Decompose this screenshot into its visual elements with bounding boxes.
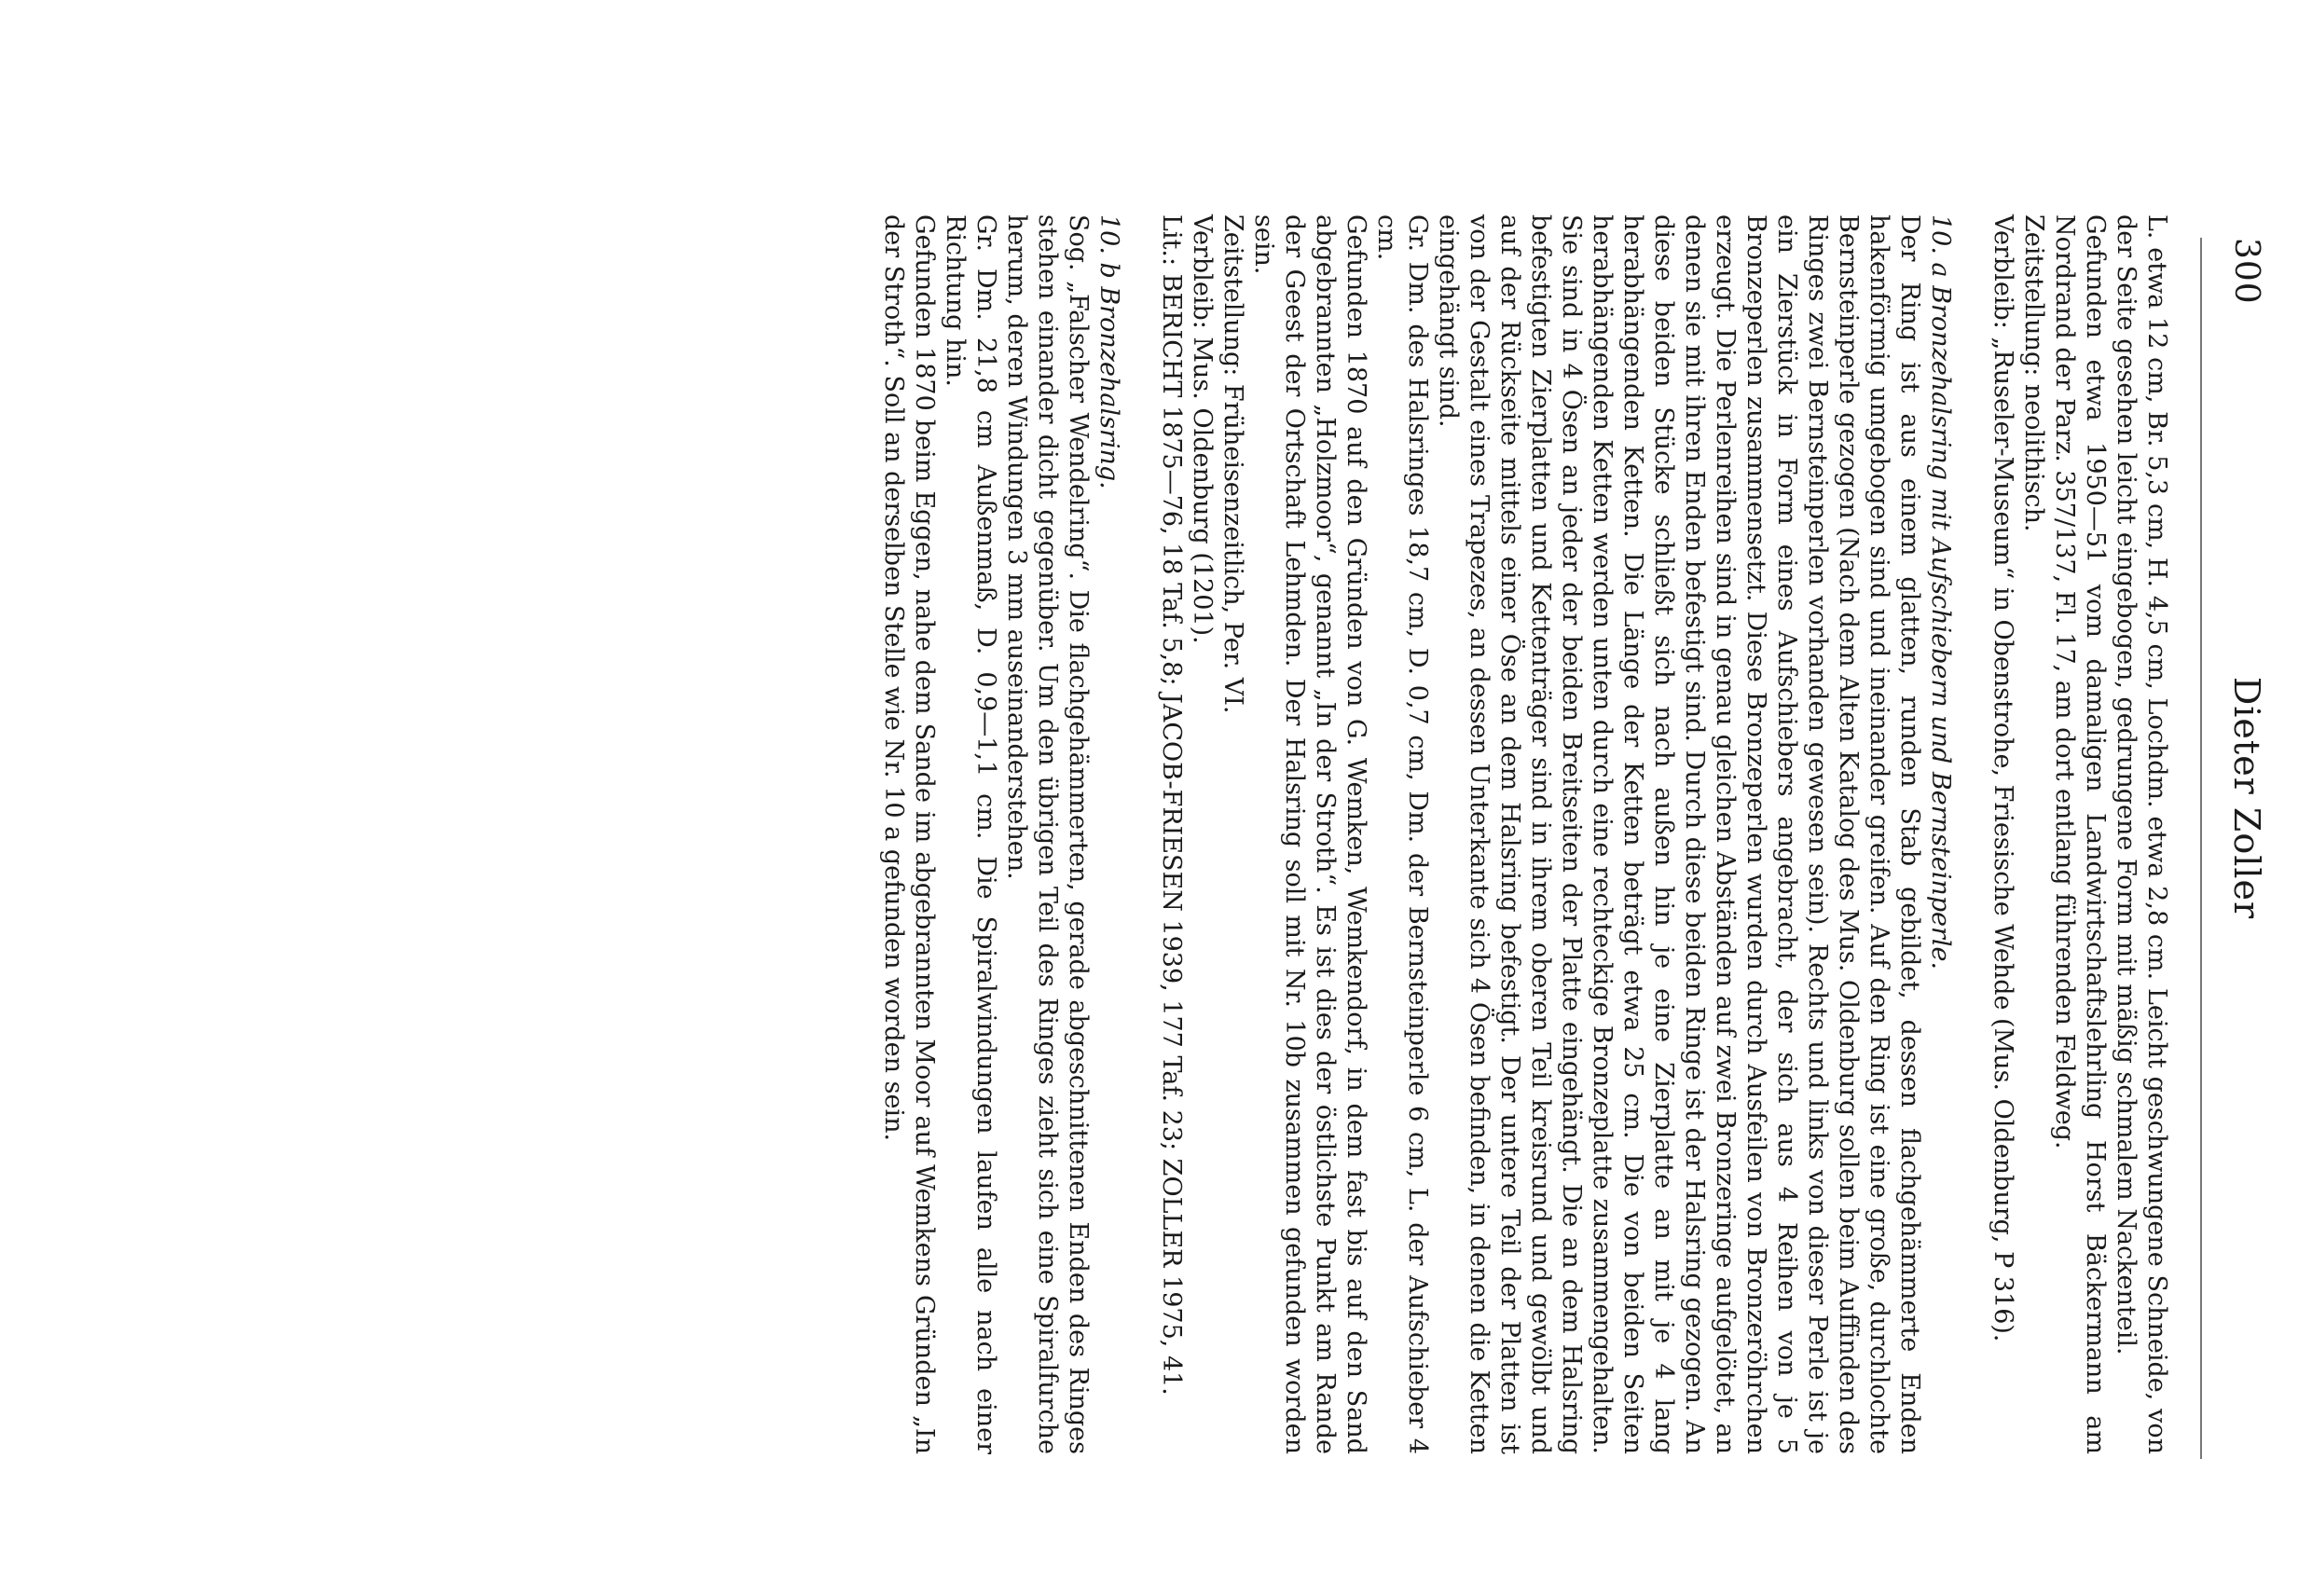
entry-10b [878,214,1124,1454]
paragraph-location: Verbleib: „Ruseler-Museum“ in Obenstrohe, Friesische Wehde (Mus. Oldenburg, P 316). [1989,214,2017,1342]
paragraph-find: Gefunden etwa 1950—51 vom damaligen Landwirtschaftslehrling Horst Bäckermann am Nordrand der Parz. 357/137, Fl. 17, am dort entlang führenden Feldweg. [2050,214,2110,1454]
page-number: 300 [2227,238,2265,305]
body-text [878,214,2172,1454]
entry-heading-10a: 10. a Bronzehalsring mit Aufschiebern und Bernsteinperle. [1926,214,1955,970]
entry-heading-10b: 10. b Bronzehalsring. [1094,214,1123,489]
entry-axe-continuation [1988,214,2172,1454]
paragraph-description: Sog. „Falscher Wendelring“. Die flachgehämmerten, gerade abgeschnittenen Enden des Ringes stehen einander dicht gegenüber. Um den übrigen Teil des Ringes zieht sich eine Spiralfurche herum, deren Windungen 3 mm auseinanderstehen. [1002,214,1093,1454]
paragraph-dating: Zeitstellung: Früheisenzeitlich, Per. VI. [1218,214,1247,714]
paragraph-dimensions: Gr. Dm. des Halsringes 18,7 cm, D. 0,7 cm, Dm. der Bernsteinperle 6 cm, L. der Aufschieber 4 cm. [1372,214,1432,1454]
paragraph-location: Verbleib: Mus. Oldenburg (1201). [1188,214,1217,644]
page-header [2163,0,2312,1596]
paragraph-find: Gefunden 1870 auf den Gründen von G. Wemken, Wemkendorf, in dem fast bis auf den Sand abgebrannten „Holzmoor“, genannt „In der Stroth“. Es ist dies der östlichste Punkt am Rande der Geest der Ortschaft Lehmden. Der Halsring soll mit Nr. 10b zusammen gefunden worden sein. [1249,214,1370,1454]
paragraph-literature: Lit.: BERICHT 1875—76, 18 Taf. 5,8; JACOB-FRIESEN 1939, 177 Taf. 23; ZOLLER 1975, 41. [1157,214,1186,1396]
paragraph-dimensions: Gr. Dm. 21,8 cm Außenmaß, D. 0,9—1,1 cm. Die Spiralwindungen laufen alle nach einer Richtung hin. [941,214,1000,1454]
entry-10a [1156,214,1956,1454]
paragraph-description: Der Ring ist aus einem glatten, runden Stab gebildet, dessen flachgehämmerte Enden hakenförmig umgebogen sind und ineinander greifen. Auf den Ring ist eine große, durchlochte Bernsteinperle gezogen (Nach dem Alten Katalog des Mus. Oldenburg sollen beim Auffinden des Ringes zwei Bernsteinperlen vorhanden gewesen sein). Rechts und links von dieser Perle ist je ein Zierstück in Form eines Aufschiebers angebracht, der sich aus 4 Reihen von je 5 Bronzeperlen zusammensetzt. Diese Bronzeperlen wurden durch Ausfeilen von Bronzeröhrchen erzeugt. Die Perlenreihen sind in genau gleichen Abständen auf zwei Bronzeringe aufgelötet, an denen sie mit ihren Enden befestigt sind. Durch diese beiden Ringe ist der Halsring gezogen. An diese beiden Stücke schließt sich nach außen hin je eine Zierplatte an mit je 4 lang herabhängenden Ketten. Die Länge der Ketten beträgt etwa 25 cm. Die von beiden Seiten herabhängenden Ketten werden unten durch eine rechteckige Bronzeplatte zusammengehalten. Sie sind in 4 Ösen an jeder der beiden Breitseiten der Platte eingehängt. Die an dem Halsring befestigten Zierplatten und Kettenträger sind in ihrem oberen Teil kreisrund und gewölbt und auf der Rückseite mittels einer Öse an dem Halsring befestigt. Der untere Teil der Platten ist von der Gestalt eines Trapezes, an dessen Unterkante sich 4 Ösen befinden, in denen die Ketten eingehängt sind. [1434,214,1924,1454]
paragraph-dimensions: L. etwa 12 cm, Br. 5,3 cm, H. 4,5 cm, Lochdm. etwa 2,8 cm. Leicht geschwungene Schneide, von der Seite gesehen leicht eingebogen, gedrungene Form mit mäßig schmalem Nackenteil. [2112,214,2171,1454]
paragraph-dating: Zeitstellung: neolithisch. [2019,214,2048,532]
paragraph-find: Gefunden 1870 beim Eggen, nahe dem Sande im abgebrannten Moor auf Wemkens Gründen „In der Stroth“. Soll an derselben Stelle wie Nr. 10 a gefunden worden sein. [879,214,939,1454]
header-rule [2200,238,2202,1459]
running-head-author: Dieter Zoller [2226,676,2267,920]
